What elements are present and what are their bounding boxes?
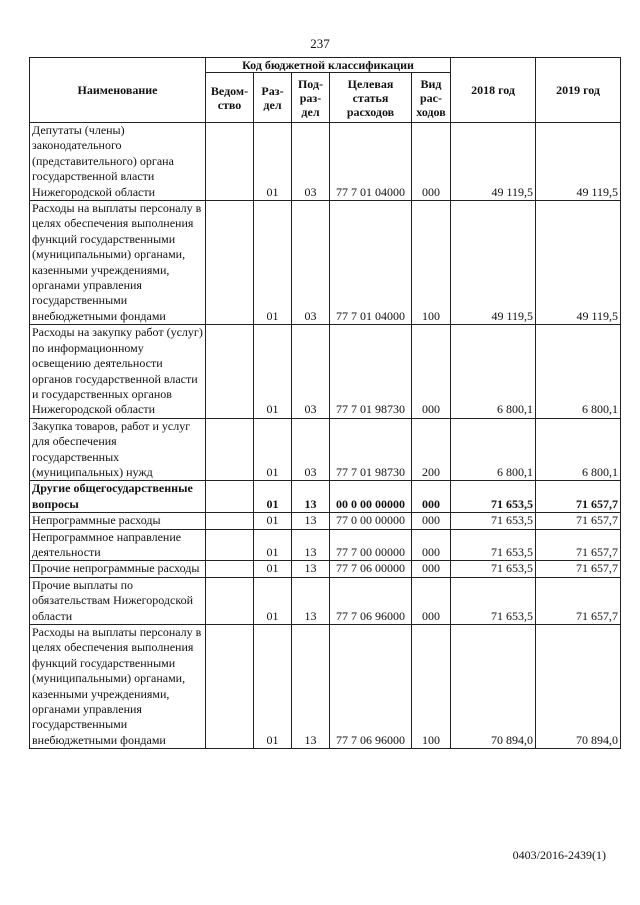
- row-podrazdel: 13: [292, 561, 330, 577]
- row-vid: 100: [412, 625, 451, 749]
- row-vid: 000: [412, 561, 451, 577]
- budget-table: [29, 57, 621, 749]
- row-2018: 71 653,5: [451, 481, 536, 513]
- row-vid: 000: [412, 123, 451, 201]
- table-row: [30, 513, 621, 529]
- table-row: [30, 418, 621, 481]
- row-tselevaya: 77 7 00 00000: [330, 529, 412, 561]
- row-razdel: 01: [254, 325, 292, 418]
- row-name: Расходы на выплаты персоналу в целях обеспечения выполнения функций государственными (муниципальными) органами, казенными учреждениями, органами управления государственными внебюджетными фондами: [30, 625, 206, 749]
- row-vedomstvo: [206, 123, 254, 201]
- row-2018: 70 894,0: [451, 625, 536, 749]
- row-2018: 71 653,5: [451, 513, 536, 529]
- row-razdel: 01: [254, 201, 292, 325]
- row-vid: 000: [412, 481, 451, 513]
- row-2019: 71 657,7: [536, 513, 621, 529]
- row-2019: 71 657,7: [536, 529, 621, 561]
- row-podrazdel: 03: [292, 325, 330, 418]
- row-2018: 49 119,5: [451, 201, 536, 325]
- row-tselevaya: 77 0 00 00000: [330, 513, 412, 529]
- row-2019: 49 119,5: [536, 123, 621, 201]
- row-podrazdel: 13: [292, 577, 330, 624]
- row-name: Расходы на закупку работ (услуг) по информационному освещению деятельности органов государственной власти и государственных органов Нижегородской области: [30, 325, 206, 418]
- header-vid: Вид рас-ходов: [412, 73, 451, 123]
- row-name: Депутаты (члены) законодательного (представительного) органа государственной власти Нижегородской области: [30, 123, 206, 201]
- table-row: [30, 529, 621, 561]
- row-2018: 6 800,1: [451, 325, 536, 418]
- row-2019: 70 894,0: [536, 625, 621, 749]
- row-razdel: 01: [254, 561, 292, 577]
- row-podrazdel: 13: [292, 625, 330, 749]
- row-name: Прочие непрограммные расходы: [30, 561, 206, 577]
- header-razdel: Раз-дел: [254, 73, 292, 123]
- row-tselevaya: 77 7 06 96000: [330, 625, 412, 749]
- row-tselevaya: 77 7 06 96000: [330, 577, 412, 624]
- row-razdel: 01: [254, 123, 292, 201]
- row-vid: 000: [412, 529, 451, 561]
- row-2019: 71 657,7: [536, 577, 621, 624]
- row-2019: 71 657,7: [536, 561, 621, 577]
- row-tselevaya: 77 7 01 98730: [330, 418, 412, 481]
- row-razdel: 01: [254, 577, 292, 624]
- header-code-group: Код бюджетной классификации: [206, 58, 451, 73]
- row-podrazdel: 03: [292, 418, 330, 481]
- row-vedomstvo: [206, 625, 254, 749]
- row-tselevaya: 77 7 01 04000: [330, 123, 412, 201]
- row-podrazdel: 03: [292, 123, 330, 201]
- row-tselevaya: 77 7 06 00000: [330, 561, 412, 577]
- row-vedomstvo: [206, 561, 254, 577]
- row-razdel: 01: [254, 625, 292, 749]
- row-2018: 49 119,5: [451, 123, 536, 201]
- header-podrazdel: Под-раз-дел: [292, 73, 330, 123]
- row-2019: 49 119,5: [536, 201, 621, 325]
- page-number: 237: [310, 36, 330, 51]
- table-row: [30, 123, 621, 201]
- table-row: [30, 201, 621, 325]
- row-vedomstvo: [206, 529, 254, 561]
- row-vedomstvo: [206, 418, 254, 481]
- row-podrazdel: 13: [292, 481, 330, 513]
- row-name: Другие общегосударственные вопросы: [30, 481, 206, 513]
- row-2019: 6 800,1: [536, 325, 621, 418]
- table-row: [30, 481, 621, 513]
- row-podrazdel: 13: [292, 513, 330, 529]
- row-vedomstvo: [206, 577, 254, 624]
- header-tselevaya: Целевая статья расходов: [330, 73, 412, 123]
- row-razdel: 01: [254, 513, 292, 529]
- row-2018: 71 653,5: [451, 529, 536, 561]
- row-name: Непрограммное направление деятельности: [30, 529, 206, 561]
- row-name: Закупка товаров, работ и услуг для обеспечения государственных (муниципальных) нужд: [30, 418, 206, 481]
- row-name: Расходы на выплаты персоналу в целях обеспечения выполнения функций государственными (муниципальными) органами, казенными учреждениями, органами управления государственными внебюджетными фондами: [30, 201, 206, 325]
- table-body: [30, 123, 621, 749]
- row-tselevaya: 77 7 01 98730: [330, 325, 412, 418]
- row-vedomstvo: [206, 513, 254, 529]
- row-vedomstvo: [206, 325, 254, 418]
- row-vedomstvo: [206, 201, 254, 325]
- table-row: [30, 577, 621, 624]
- row-2019: 71 657,7: [536, 481, 621, 513]
- table-row: [30, 561, 621, 577]
- header-vedomstvo: Ведом-ство: [206, 73, 254, 123]
- row-name: Прочие выплаты по обязательствам Нижегородской области: [30, 577, 206, 624]
- row-vedomstvo: [206, 481, 254, 513]
- table-row: [30, 325, 621, 418]
- table-header: [30, 58, 621, 123]
- row-podrazdel: 03: [292, 201, 330, 325]
- row-vid: 100: [412, 201, 451, 325]
- table-row: [30, 625, 621, 749]
- header-2019: 2019 год: [536, 58, 621, 123]
- row-2018: 71 653,5: [451, 577, 536, 624]
- row-2018: 6 800,1: [451, 418, 536, 481]
- header-name: Наименование: [30, 58, 206, 123]
- row-razdel: 01: [254, 529, 292, 561]
- row-vid: 000: [412, 325, 451, 418]
- row-razdel: 01: [254, 418, 292, 481]
- row-2018: 71 653,5: [451, 561, 536, 577]
- row-tselevaya: 00 0 00 00000: [330, 481, 412, 513]
- row-tselevaya: 77 7 01 04000: [330, 201, 412, 325]
- row-vid: 200: [412, 418, 451, 481]
- document-code: 0403/2016-2439(1): [512, 848, 606, 862]
- row-razdel: 01: [254, 481, 292, 513]
- row-vid: 000: [412, 513, 451, 529]
- header-2018: 2018 год: [451, 58, 536, 123]
- row-vid: 000: [412, 577, 451, 624]
- row-podrazdel: 13: [292, 529, 330, 561]
- row-2019: 6 800,1: [536, 418, 621, 481]
- row-name: Непрограммные расходы: [30, 513, 206, 529]
